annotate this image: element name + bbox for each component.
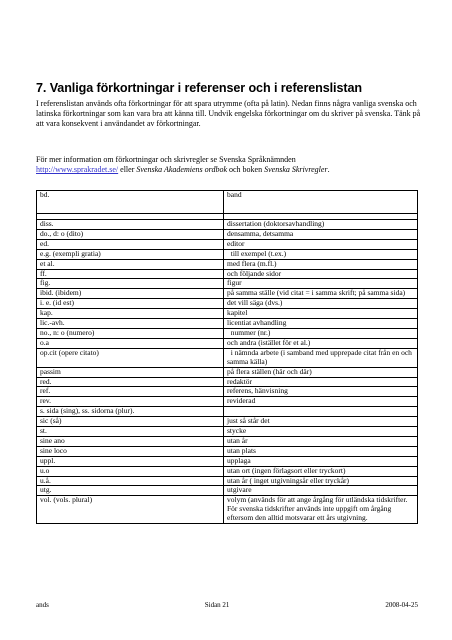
table-row xyxy=(37,476,418,486)
table-row xyxy=(37,466,418,476)
table-row xyxy=(37,446,418,456)
table-row xyxy=(37,269,418,279)
abbreviation-cell: i. e. (id est) xyxy=(37,299,224,309)
meaning-cell: utgivare xyxy=(224,486,418,496)
table-row xyxy=(37,377,418,387)
table-row xyxy=(37,387,418,397)
book-title-saob: Svenska Akademiens ordbok xyxy=(136,165,227,175)
footer-date: 2008-04-25 xyxy=(385,601,418,609)
more-info-paragraph xyxy=(36,155,436,176)
abbreviation-cell: lic.-avh. xyxy=(37,319,224,329)
abbreviation-cell: u.å. xyxy=(37,476,224,486)
meaning-cell: på samma ställe (vid citat = i samma skrift; på samma sida) xyxy=(224,289,418,299)
meaning-cell: densamma, detsamma xyxy=(224,229,418,239)
abbreviation-cell: sine loco xyxy=(37,446,224,456)
more-info-mid: eller xyxy=(118,165,137,175)
meaning-cell xyxy=(224,407,418,417)
abbreviation-table xyxy=(36,190,418,524)
meaning-cell: licentiat avhandling xyxy=(224,319,418,329)
abbreviation-cell: uppl. xyxy=(37,456,224,466)
meaning-cell: utan år xyxy=(224,436,418,446)
more-info-end: . xyxy=(327,165,330,175)
meaning-cell: på flera ställen (här och där) xyxy=(224,367,418,377)
meaning-cell: utan ort (ingen förlagsort eller tryckort) xyxy=(224,466,418,476)
meaning-cell: figur xyxy=(224,279,418,289)
abbreviation-cell: st. xyxy=(37,427,224,437)
meaning-cell: utan plats xyxy=(224,446,418,456)
table-row xyxy=(37,279,418,289)
abbreviation-cell: u.o xyxy=(37,466,224,476)
table-row xyxy=(37,348,418,367)
table-row xyxy=(37,486,418,496)
abbreviation-cell: rev. xyxy=(37,397,224,407)
abbreviation-cell: s. sida (sing), ss. sidorna (plur). xyxy=(37,407,224,417)
abbreviation-cell: bd. xyxy=(37,191,224,214)
abbreviation-cell: utg. xyxy=(37,486,224,496)
table-row xyxy=(37,328,418,338)
abbreviation-table-body xyxy=(37,191,418,524)
abbreviation-cell: diss. xyxy=(37,220,224,230)
table-row xyxy=(37,407,418,417)
abbreviation-cell: et al. xyxy=(37,259,224,269)
abbreviation-cell: fig. xyxy=(37,279,224,289)
abbreviation-cell: passim xyxy=(37,367,224,377)
table-row xyxy=(37,289,418,299)
abbreviation-cell: kap. xyxy=(37,309,224,319)
table-row xyxy=(37,191,418,214)
footer-left: ands xyxy=(36,601,49,609)
meaning-cell: just så står det xyxy=(224,417,418,427)
table-row xyxy=(37,397,418,407)
meaning-cell: och andra (istället för et al.) xyxy=(224,338,418,348)
abbreviation-cell: op.cit (opere citato) xyxy=(37,348,224,367)
abbreviation-cell: ibid. (ibidem) xyxy=(37,289,224,299)
abbreviation-cell: do., d: o (dito) xyxy=(37,229,224,239)
abbreviation-cell: sine ano xyxy=(37,436,224,446)
meaning-cell: band xyxy=(224,191,418,214)
table-row xyxy=(37,456,418,466)
meaning-cell: i nämnda arbete (i samband med upprepade citat från en och samma källa) xyxy=(224,348,418,367)
abbreviation-cell: vol. (vols. plural) xyxy=(37,496,224,524)
page-footer xyxy=(36,601,418,609)
meaning-cell: till exempel (t.ex.) xyxy=(224,249,418,259)
abbreviation-cell: red. xyxy=(37,377,224,387)
footer-page-number: Sidan 21 xyxy=(204,601,230,609)
table-row xyxy=(37,436,418,446)
meaning-cell: kapitel xyxy=(224,309,418,319)
more-info-and: och boken xyxy=(227,165,265,175)
table-row xyxy=(37,496,418,524)
abbreviation-cell: no., n: o (numero) xyxy=(37,328,224,338)
table-row xyxy=(37,319,418,329)
abbreviation-cell: e.g. (exempli gratia) xyxy=(37,249,224,259)
meaning-cell: det vill säga (dvs.) xyxy=(224,299,418,309)
table-row xyxy=(37,299,418,309)
table-row xyxy=(37,249,418,259)
abbreviation-cell: ed. xyxy=(37,239,224,249)
meaning-cell: redaktör xyxy=(224,377,418,387)
meaning-cell: upplaga xyxy=(224,456,418,466)
meaning-cell: nummer (nr.) xyxy=(224,328,418,338)
more-info-lead: För mer information om förkortningar och skrivregler se Svenska Språknämnden xyxy=(36,155,296,164)
book-title-skrivregler: Svenska Skrivregler xyxy=(264,165,328,175)
meaning-cell: referens, hänvisning xyxy=(224,387,418,397)
table-row xyxy=(37,427,418,437)
table-row xyxy=(37,417,418,427)
abbreviation-cell: ff. xyxy=(37,269,224,279)
sprakradet-link[interactable]: http://www.sprakradet.se/ xyxy=(36,165,119,175)
meaning-cell: och följande sidor xyxy=(224,269,418,279)
meaning-cell: editor xyxy=(224,239,418,249)
table-row xyxy=(37,309,418,319)
meaning-cell: dissertation (doktorsavhandling) xyxy=(224,220,418,230)
meaning-cell: utan år ( inget utgivningsår eller tryckår) xyxy=(224,476,418,486)
meaning-cell: med flera (m.fl.) xyxy=(224,259,418,269)
meaning-cell: volym (används för att ange årgång för utländska tidskrifter. För svenska tidskrifter används inte uppgift om årgång eftersom den alltid motsvarar ett års utgivning. xyxy=(224,496,418,524)
table-row xyxy=(37,367,418,377)
abbreviation-cell: o.a xyxy=(37,338,224,348)
table-row xyxy=(37,239,418,249)
table-row xyxy=(37,220,418,230)
section-heading: 7. Vanliga förkortningar i referenser och i referenslistan xyxy=(36,81,362,95)
meaning-cell: stycke xyxy=(224,427,418,437)
table-row xyxy=(37,229,418,239)
table-row xyxy=(37,259,418,269)
abbreviation-cell: ref. xyxy=(37,387,224,397)
intro-paragraph: I referenslistan används ofta förkortningar för att spara utrymme (ofta på latin). Nedan finns några vanliga svenska och latinska förkortningar som kan vara bra att känna till. Undvik engelska förkortningar om du skriver på svenska. Tänk på att vara konsekvent i användandet av förkortningar. xyxy=(36,99,421,129)
table-row xyxy=(37,338,418,348)
meaning-cell: reviderad xyxy=(224,397,418,407)
abbreviation-cell: sic (så) xyxy=(37,417,224,427)
